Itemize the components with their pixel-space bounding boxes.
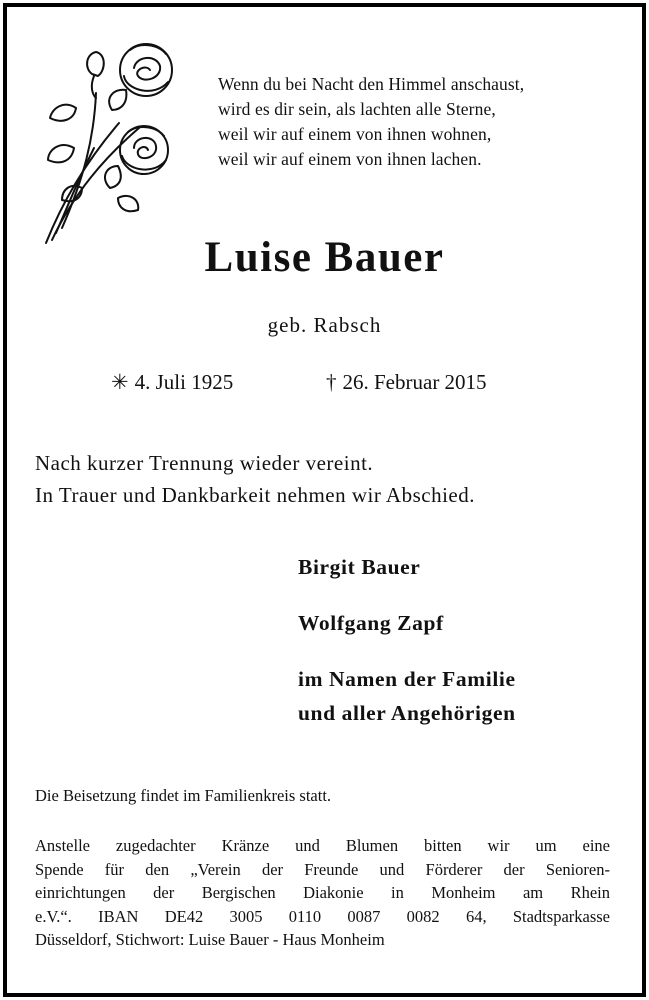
donation-line: e.V.“. IBAN DE42 3005 0110 0087 0082 64, Stadtsparkasse	[35, 906, 610, 926]
death-cross-icon: †	[326, 370, 337, 394]
poem-line: weil wir auf einem von ihnen lachen.	[218, 149, 482, 169]
poem	[218, 72, 524, 172]
deceased-name: Luise Bauer	[204, 234, 445, 281]
mourner-name: Birgit Bauer	[298, 555, 421, 579]
lead-line: Nach kurzer Trennung wieder vereint.	[35, 451, 374, 475]
birth-star-icon: ✳	[111, 370, 129, 394]
donation-line: Spende für den „Verein der Freunde und Förderer der Senioren-	[35, 859, 610, 879]
rose-icon	[34, 28, 194, 248]
death-date: 26. Februar 2015	[342, 370, 487, 394]
donation-line: Düsseldorf, Stichwort: Luise Bauer - Haus Monheim	[35, 930, 385, 949]
burial-note: Die Beisetzung findet im Familienkreis statt.	[35, 786, 332, 805]
poem-line: Wenn du bei Nacht den Himmel anschaust,	[218, 74, 525, 94]
donation-line: Anstelle zugedachter Kränze und Blumen bitten wir um eine	[35, 836, 610, 855]
lead-line: In Trauer und Dankbarkeit nehmen wir Abschied.	[35, 483, 475, 507]
birth-date: 4. Juli 1925	[134, 370, 234, 394]
death-date-line	[326, 370, 487, 395]
family-line: im Namen der Familie	[298, 667, 516, 691]
birth-date-line	[111, 370, 233, 395]
lead-text	[35, 447, 475, 511]
poem-line: weil wir auf einem von ihnen wohnen,	[218, 124, 492, 144]
mourner-name: Wolfgang Zapf	[298, 611, 444, 635]
maiden-name: geb. Rabsch	[267, 313, 382, 337]
donation-request	[35, 834, 610, 952]
poem-line: wird es dir sein, als lachten alle Sterne,	[218, 99, 496, 119]
donation-line: einrichtungen der Bergischen Diakonie in Monheim am Rhein	[35, 883, 610, 902]
family-line: und aller Angehörigen	[298, 701, 516, 725]
